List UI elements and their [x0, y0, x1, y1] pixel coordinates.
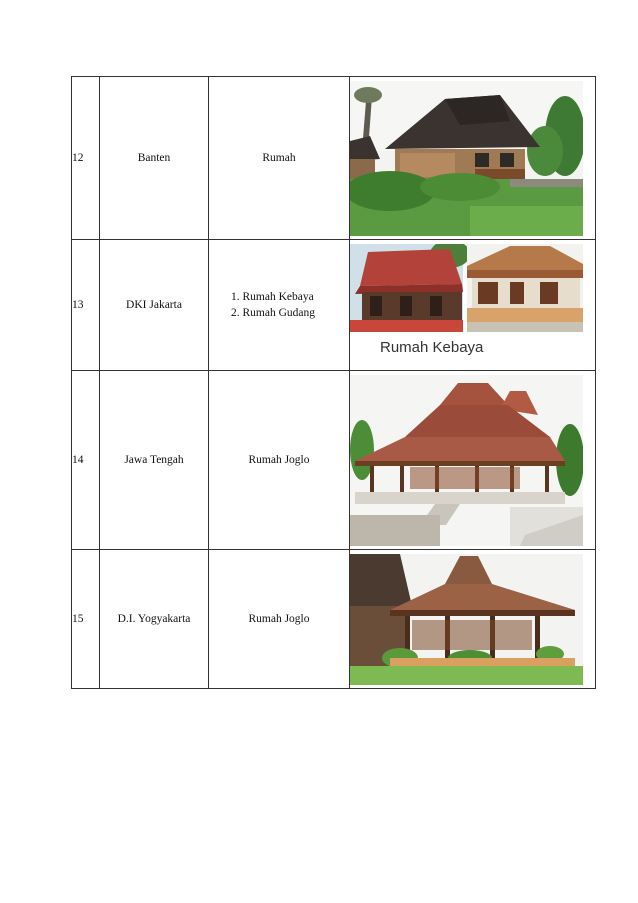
photo-caption: Rumah Kebaya: [380, 338, 484, 356]
house-photo-cell: [350, 240, 596, 371]
row-number: 12: [72, 77, 100, 240]
table-row: [72, 77, 596, 240]
row-number: 15: [72, 550, 100, 689]
table-row: [72, 550, 596, 689]
province-name: D.I. Yogyakarta: [100, 550, 209, 689]
house-name-text: 1. Rumah Kebaya: [231, 291, 314, 303]
province-name: Banten: [100, 77, 209, 240]
house-name-text: Rumah Joglo: [248, 613, 310, 625]
joglo-pavilion-photo: [350, 554, 583, 685]
house-name: [209, 240, 350, 371]
table-row: [72, 240, 596, 371]
house-photo-cell: [350, 550, 596, 689]
regional-houses-table: [71, 76, 596, 689]
house-photo-cell: [350, 371, 596, 550]
house-name-text: Rumah: [262, 152, 296, 164]
row-number: 13: [72, 240, 100, 371]
province-name: Jawa Tengah: [100, 371, 209, 550]
joglo-house-photo: [350, 375, 583, 546]
house-name: [209, 550, 350, 689]
house-name-text: Rumah Joglo: [248, 454, 310, 466]
house-name: [209, 77, 350, 240]
row-number: 14: [72, 371, 100, 550]
table-row: [72, 371, 596, 550]
house-name-text: 2. Rumah Gudang: [231, 307, 316, 319]
kebaya-house-photo: [350, 244, 583, 367]
province-name: DKI Jakarta: [100, 240, 209, 371]
banten-house-photo: [350, 81, 583, 236]
house-name: [209, 371, 350, 550]
house-photo-cell: [350, 77, 596, 240]
